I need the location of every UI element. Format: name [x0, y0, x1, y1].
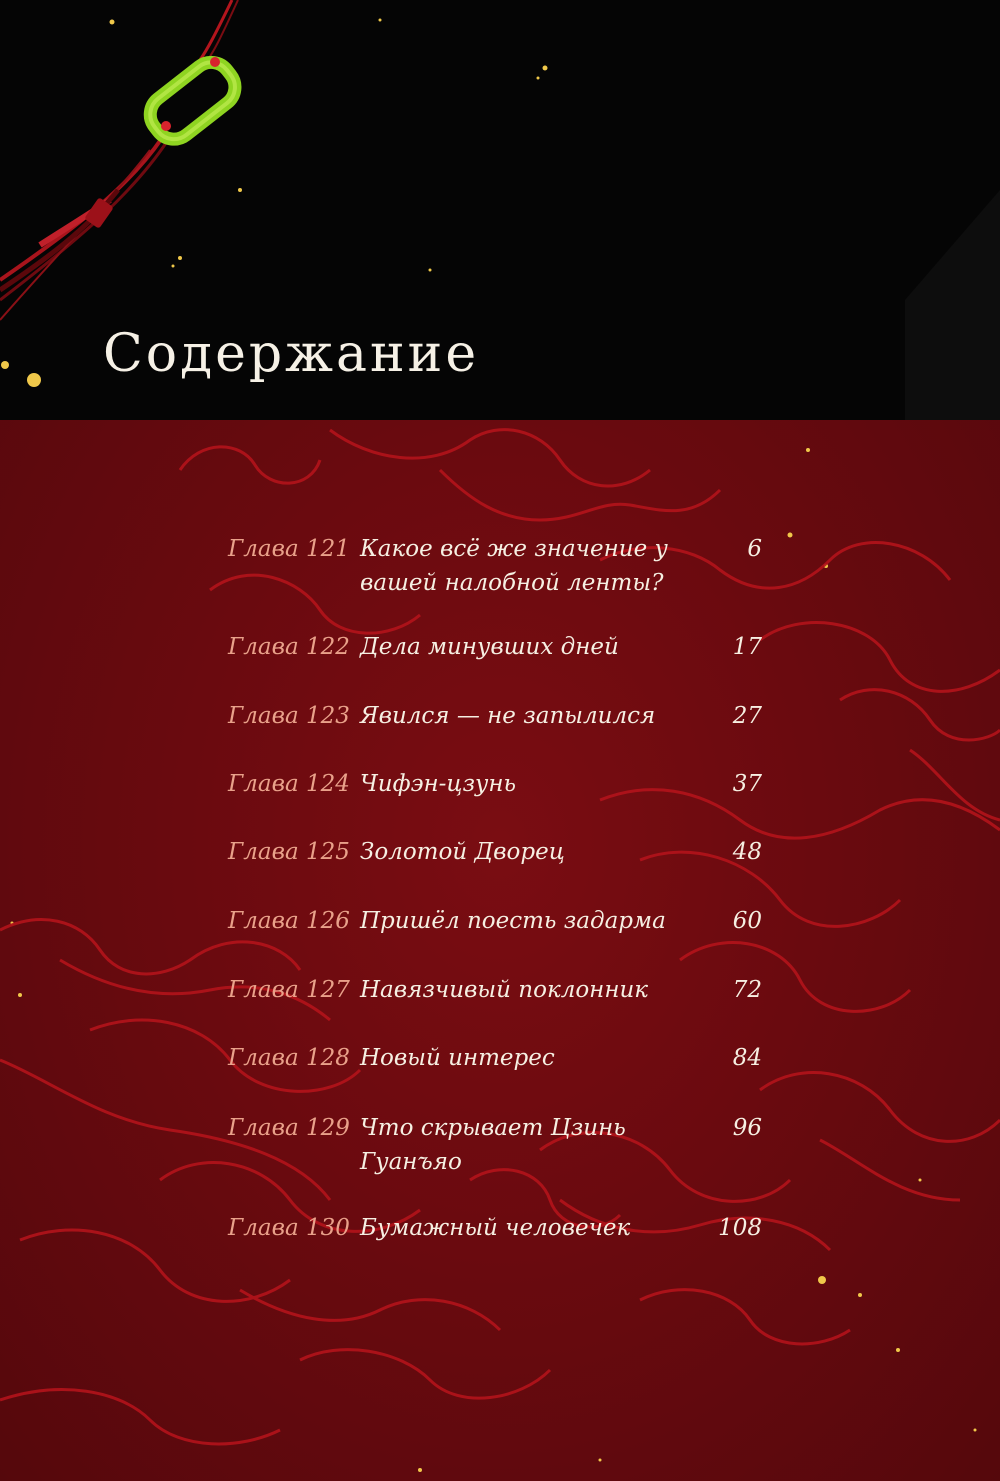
toc-chapter-number: Глава 130: [228, 1215, 350, 1241]
toc-chapter-number: Глава 127: [228, 977, 350, 1003]
toc-chapter-number: Глава 128: [228, 1045, 350, 1071]
toc-page-number: 72: [732, 977, 762, 1003]
toc-page-number: 6: [747, 536, 762, 562]
toc-page-number: 37: [732, 771, 762, 797]
toc-chapter-number: Глава 123: [228, 703, 350, 729]
toc-chapter-title: Дела минувших дней: [360, 634, 619, 660]
toc-chapter-title: Что скрывает Цзинь Гуанъяо: [360, 1115, 626, 1175]
toc-chapter-title: Навязчивый поклонник: [360, 977, 649, 1003]
toc-chapter-number: Глава 124: [228, 771, 350, 797]
toc-page-number: 108: [718, 1215, 762, 1241]
toc-chapter-title: Золотой Дворец: [360, 839, 565, 865]
toc-page-number: 96: [732, 1115, 762, 1141]
toc-chapter-title: Пришёл поесть задарма: [360, 908, 666, 934]
toc-chapter-title: Новый интерес: [360, 1045, 555, 1071]
toc-page-number: 84: [732, 1045, 762, 1071]
toc-page-number: 60: [732, 908, 762, 934]
toc-chapter-title: Чифэн-цзунь: [360, 771, 517, 797]
toc-chapter-number: Глава 121: [228, 536, 350, 562]
toc-chapter-number: Глава 129: [228, 1115, 350, 1141]
toc-chapter-title: Какое всё же значение у вашей налобной ленты?: [360, 536, 668, 596]
toc-chapter-number: Глава 122: [228, 634, 350, 660]
toc-chapter-title: Бумажный человечек: [360, 1215, 631, 1241]
toc-chapter-title: Явился — не запылился: [360, 703, 656, 729]
toc-page-number: 17: [732, 634, 762, 660]
toc-page-number: 48: [732, 839, 762, 865]
toc-chapter-number: Глава 126: [228, 908, 350, 934]
toc-chapter-number: Глава 125: [228, 839, 350, 865]
toc-page-number: 27: [732, 703, 762, 729]
page-title: Содержание: [103, 324, 480, 384]
